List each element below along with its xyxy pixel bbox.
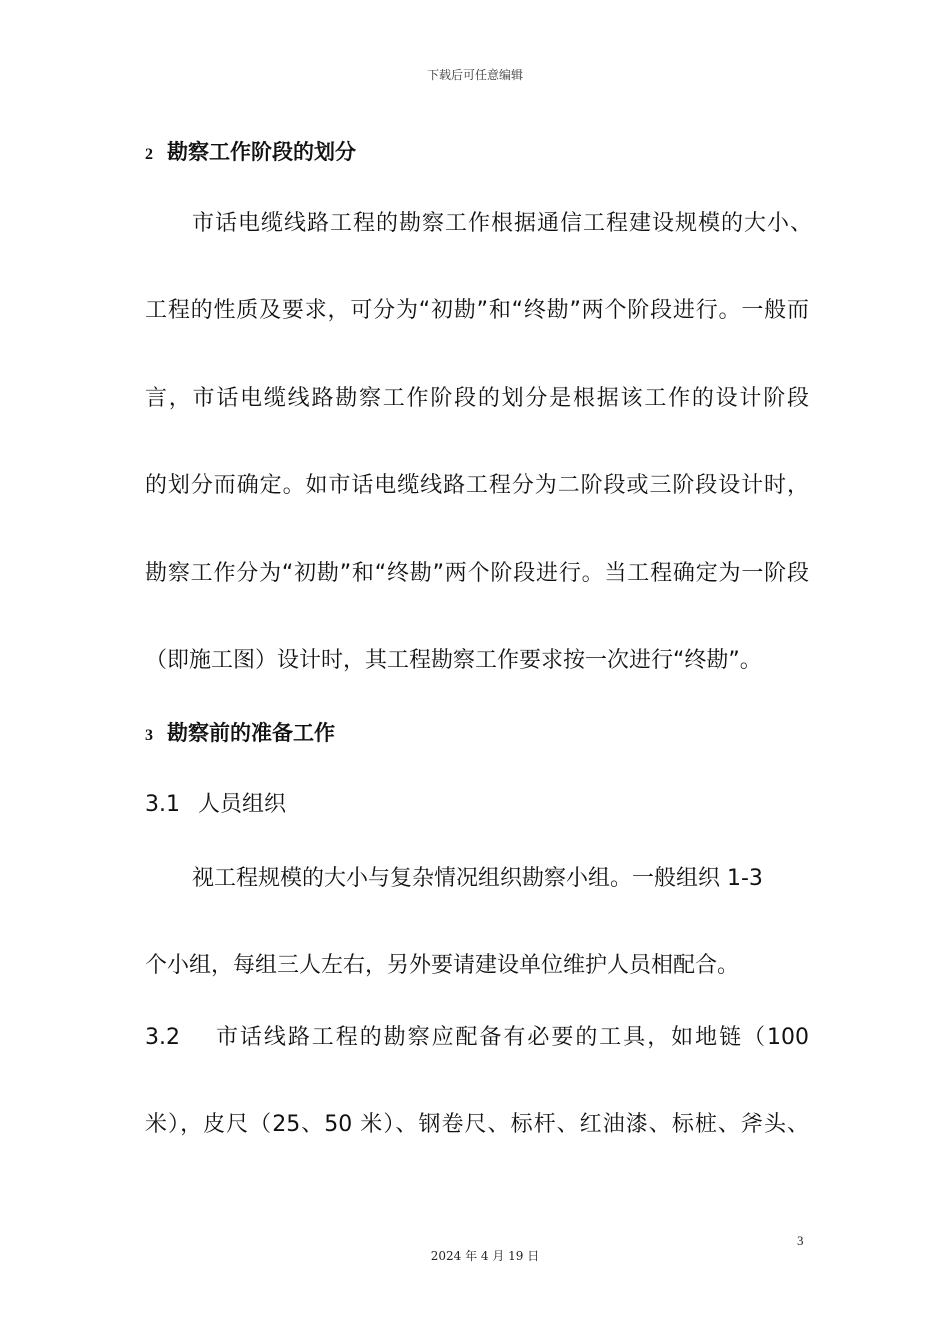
page-number: 3	[797, 1233, 804, 1248]
paragraph-line: 个小组，每组三人左右，另外要请建设单位维护人员相配合。	[145, 953, 740, 978]
paragraph-line: 言，市话电缆线路勘察工作阶段的划分是根据该工作的设计阶段	[145, 386, 809, 411]
page-header-note: 下载后可任意编辑	[426, 68, 523, 82]
paragraph-line: （即施工图）设计时，其工程勘察工作要求按一次进行“终勘”。	[145, 648, 762, 673]
paragraph-line: 勘察工作分为“初勘”和“终勘”两个阶段进行。当工程确定为一阶段	[145, 561, 809, 586]
section-3-number: 3	[145, 727, 153, 744]
paragraph-line: 视工程规模的大小与复杂情况组织勘察小组。一般组织 1-3	[192, 866, 763, 891]
section-3-title: 勘察前的准备工作	[167, 721, 335, 745]
subsection-3-1-heading	[145, 790, 286, 820]
paragraph-line: 市话电缆线路工程的勘察工作根据通信工程建设规模的大小、	[192, 211, 812, 236]
section-2-title: 勘察工作阶段的划分	[167, 140, 356, 164]
section-2-heading	[145, 137, 356, 170]
paragraph-line: 的划分而确定。如市话电缆线路工程分为二阶段或三阶段设计时，	[145, 473, 809, 498]
subsection-3-2-text: 市话线路工程的勘察应配备有必要的工具，如地链（100	[214, 1025, 809, 1050]
subsection-3-1-title: 人员组织	[198, 792, 287, 817]
paragraph-line: 工程的性质及要求，可分为“初勘”和“终勘”两个阶段进行。一般而	[145, 298, 809, 323]
subsection-3-2-line	[145, 1023, 809, 1053]
paragraph-line: 米），皮尺（25、50 米）、钢卷尺、标杆、红油漆、标桩、斧头、	[145, 1112, 809, 1137]
section-3-heading	[145, 718, 335, 751]
subsection-3-2-number: 3.2	[145, 1025, 180, 1050]
section-2-number: 2	[145, 146, 153, 163]
subsection-3-1-number: 3.1	[145, 792, 180, 817]
footer-date: 2024 年 4 月 19 日	[430, 1249, 540, 1263]
